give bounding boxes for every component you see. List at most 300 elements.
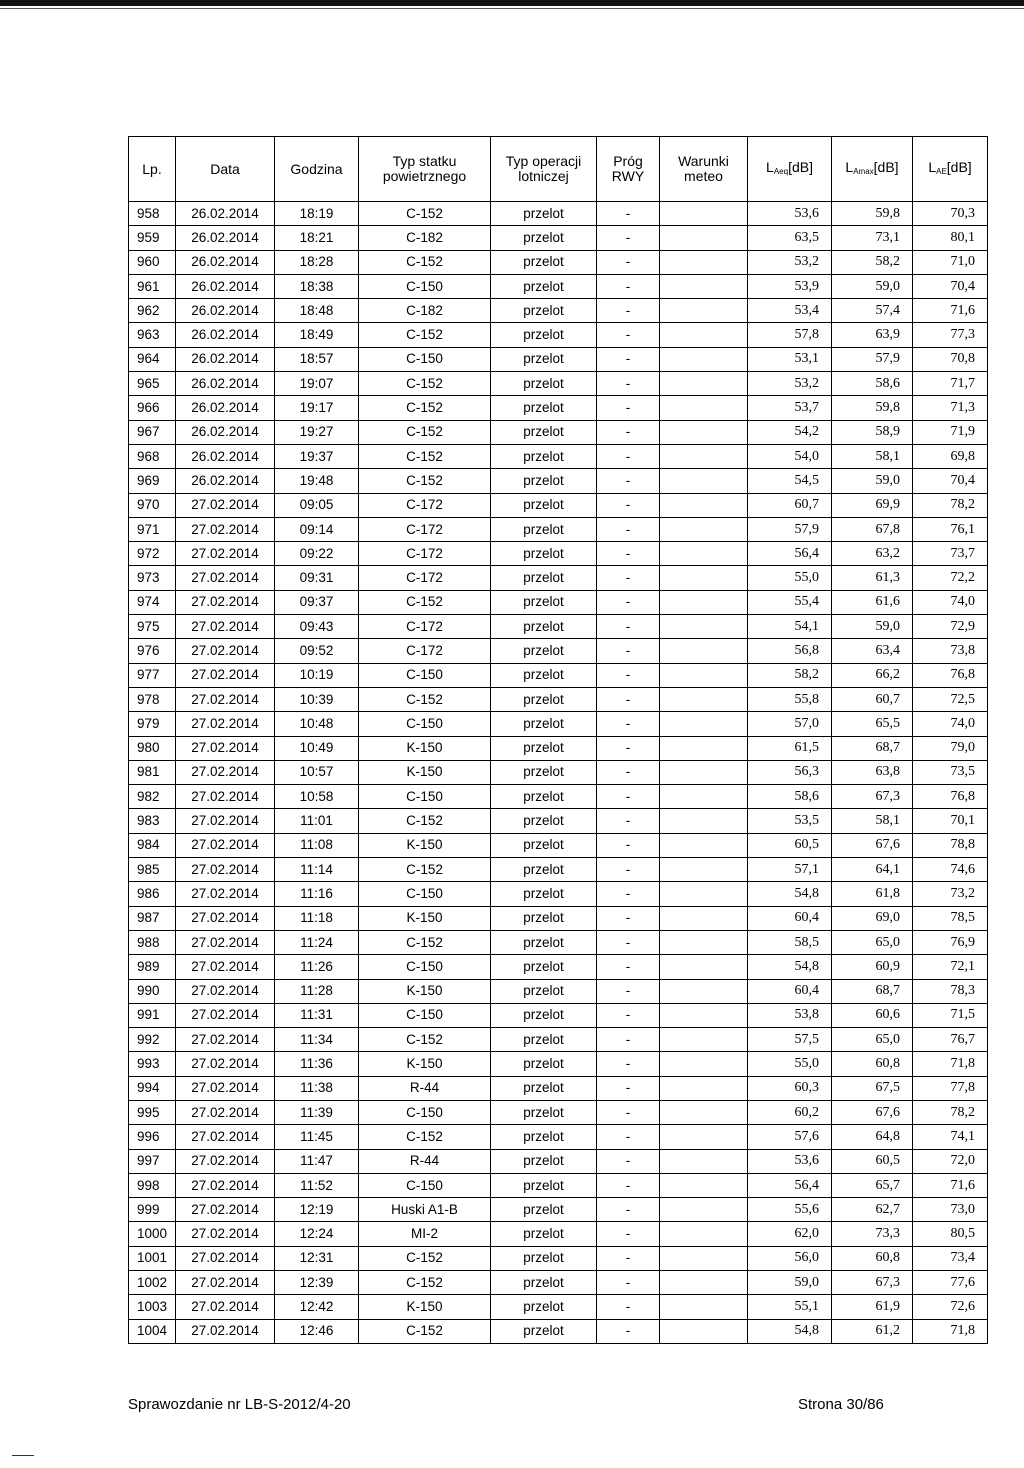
- cell-lp: 963: [129, 323, 176, 347]
- cell-warunki: [660, 226, 748, 250]
- cell-warunki: [660, 930, 748, 954]
- cell-lamax: 67,8: [832, 517, 913, 541]
- cell-lae: 77,6: [913, 1271, 988, 1295]
- cell-godzina: 11:47: [275, 1149, 359, 1173]
- cell-data: 27.02.2014: [176, 1028, 275, 1052]
- cell-prog: -: [597, 493, 660, 517]
- cell-warunki: [660, 1100, 748, 1124]
- cell-typ-operacji: przelot: [491, 299, 597, 323]
- cell-lamax: 60,7: [832, 687, 913, 711]
- cell-typ-statku: C-150: [359, 1003, 491, 1027]
- cell-data: 27.02.2014: [176, 1271, 275, 1295]
- cell-lp: 962: [129, 299, 176, 323]
- cell-laeq: 57,1: [748, 858, 832, 882]
- cell-godzina: 09:31: [275, 566, 359, 590]
- cell-lae: 80,1: [913, 226, 988, 250]
- cell-godzina: 18:38: [275, 274, 359, 298]
- cell-prog: -: [597, 1028, 660, 1052]
- cell-data: 26.02.2014: [176, 396, 275, 420]
- cell-data: 26.02.2014: [176, 323, 275, 347]
- cell-lp: 971: [129, 517, 176, 541]
- cell-laeq: 53,6: [748, 202, 832, 226]
- cell-typ-operacji: przelot: [491, 542, 597, 566]
- cell-prog: -: [597, 1319, 660, 1343]
- cell-typ-operacji: przelot: [491, 274, 597, 298]
- cell-typ-statku: K-150: [359, 906, 491, 930]
- cell-prog: -: [597, 979, 660, 1003]
- cell-warunki: [660, 1319, 748, 1343]
- cell-typ-operacji: przelot: [491, 1271, 597, 1295]
- top-border-line: [0, 0, 1024, 6]
- cell-godzina: 12:19: [275, 1198, 359, 1222]
- cell-typ-statku: C-150: [359, 663, 491, 687]
- cell-data: 27.02.2014: [176, 736, 275, 760]
- cell-prog: -: [597, 882, 660, 906]
- cell-prog: -: [597, 955, 660, 979]
- cell-typ-statku: C-172: [359, 542, 491, 566]
- cell-prog: -: [597, 1222, 660, 1246]
- cell-lae: 76,8: [913, 663, 988, 687]
- cell-lae: 74,1: [913, 1125, 988, 1149]
- cell-typ-statku: C-150: [359, 274, 491, 298]
- cell-godzina: 11:01: [275, 809, 359, 833]
- header-lamax-letter: L: [845, 158, 854, 175]
- cell-godzina: 18:49: [275, 323, 359, 347]
- cell-lp: 983: [129, 809, 176, 833]
- cell-typ-statku: K-150: [359, 1052, 491, 1076]
- cell-lae: 71,3: [913, 396, 988, 420]
- cell-data: 26.02.2014: [176, 299, 275, 323]
- cell-typ-statku: K-150: [359, 833, 491, 857]
- cell-warunki: [660, 444, 748, 468]
- cell-typ-statku: C-152: [359, 1319, 491, 1343]
- cell-lp: 1001: [129, 1246, 176, 1270]
- cell-lamax: 65,0: [832, 1028, 913, 1052]
- cell-data: 27.02.2014: [176, 809, 275, 833]
- cell-data: 27.02.2014: [176, 590, 275, 614]
- cell-typ-statku: C-150: [359, 785, 491, 809]
- cell-prog: -: [597, 1052, 660, 1076]
- cell-prog: -: [597, 469, 660, 493]
- cell-lp: 960: [129, 250, 176, 274]
- cell-lp: 994: [129, 1076, 176, 1100]
- cell-data: 27.02.2014: [176, 639, 275, 663]
- cell-prog: -: [597, 1198, 660, 1222]
- cell-typ-statku: C-150: [359, 882, 491, 906]
- header-lae: [913, 137, 988, 202]
- cell-data: 26.02.2014: [176, 250, 275, 274]
- cell-lae: 76,9: [913, 930, 988, 954]
- cell-lae: 74,0: [913, 712, 988, 736]
- cell-data: 27.02.2014: [176, 1149, 275, 1173]
- cell-typ-statku: K-150: [359, 979, 491, 1003]
- cell-typ-operacji: przelot: [491, 906, 597, 930]
- cell-godzina: 11:28: [275, 979, 359, 1003]
- cell-lamax: 59,0: [832, 615, 913, 639]
- cell-data: 27.02.2014: [176, 858, 275, 882]
- cell-lp: 986: [129, 882, 176, 906]
- header-data: Data: [176, 137, 275, 202]
- cell-lamax: 62,7: [832, 1198, 913, 1222]
- cell-lamax: 67,6: [832, 1100, 913, 1124]
- cell-lae: 72,9: [913, 615, 988, 639]
- cell-lp: 984: [129, 833, 176, 857]
- cell-warunki: [660, 396, 748, 420]
- cell-lp: 1003: [129, 1295, 176, 1319]
- cell-warunki: [660, 1198, 748, 1222]
- cell-data: 27.02.2014: [176, 1319, 275, 1343]
- cell-typ-operacji: przelot: [491, 809, 597, 833]
- cell-lp: 988: [129, 930, 176, 954]
- table-row: [129, 1028, 988, 1052]
- cell-data: 27.02.2014: [176, 833, 275, 857]
- cell-lp: 967: [129, 420, 176, 444]
- cell-typ-statku: C-182: [359, 226, 491, 250]
- cell-typ-operacji: przelot: [491, 1246, 597, 1270]
- header-godzina: Godzina: [275, 137, 359, 202]
- cell-typ-operacji: przelot: [491, 1028, 597, 1052]
- cell-laeq: 62,0: [748, 1222, 832, 1246]
- cell-laeq: 56,4: [748, 542, 832, 566]
- cell-lamax: 60,6: [832, 1003, 913, 1027]
- cell-lae: 78,2: [913, 1100, 988, 1124]
- cell-lae: 70,8: [913, 347, 988, 371]
- cell-godzina: 09:52: [275, 639, 359, 663]
- cell-lae: 70,3: [913, 202, 988, 226]
- cell-laeq: 54,8: [748, 1319, 832, 1343]
- cell-lamax: 64,8: [832, 1125, 913, 1149]
- cell-lamax: 68,7: [832, 736, 913, 760]
- cell-data: 26.02.2014: [176, 372, 275, 396]
- cell-lp: 985: [129, 858, 176, 882]
- cell-lp: 993: [129, 1052, 176, 1076]
- table-row: [129, 1076, 988, 1100]
- cell-lp: 972: [129, 542, 176, 566]
- cell-typ-operacji: przelot: [491, 250, 597, 274]
- cell-godzina: 11:16: [275, 882, 359, 906]
- cell-lae: 73,4: [913, 1246, 988, 1270]
- table-row: [129, 493, 988, 517]
- cell-godzina: 10:19: [275, 663, 359, 687]
- cell-lae: 70,4: [913, 469, 988, 493]
- cell-typ-operacji: przelot: [491, 760, 597, 784]
- cell-godzina: 09:22: [275, 542, 359, 566]
- cell-typ-statku: C-150: [359, 1173, 491, 1197]
- table-row: [129, 1052, 988, 1076]
- cell-prog: -: [597, 760, 660, 784]
- cell-prog: -: [597, 542, 660, 566]
- cell-godzina: 10:57: [275, 760, 359, 784]
- cell-prog: -: [597, 1246, 660, 1270]
- cell-prog: -: [597, 590, 660, 614]
- cell-lamax: 58,1: [832, 444, 913, 468]
- table-row: [129, 712, 988, 736]
- cell-lamax: 69,0: [832, 906, 913, 930]
- cell-lp: 965: [129, 372, 176, 396]
- cell-warunki: [660, 420, 748, 444]
- cell-lamax: 73,3: [832, 1222, 913, 1246]
- cell-lae: 69,8: [913, 444, 988, 468]
- cell-godzina: 10:39: [275, 687, 359, 711]
- cell-laeq: 54,0: [748, 444, 832, 468]
- cell-typ-statku: C-152: [359, 1271, 491, 1295]
- cell-lp: 969: [129, 469, 176, 493]
- cell-lamax: 65,0: [832, 930, 913, 954]
- header-lamax-unit: [dB]: [873, 158, 899, 175]
- cell-lp: 980: [129, 736, 176, 760]
- cell-prog: -: [597, 1003, 660, 1027]
- cell-lae: 70,1: [913, 809, 988, 833]
- cell-data: 27.02.2014: [176, 566, 275, 590]
- cell-lp: 976: [129, 639, 176, 663]
- cell-typ-statku: C-172: [359, 566, 491, 590]
- cell-data: 27.02.2014: [176, 517, 275, 541]
- cell-warunki: [660, 493, 748, 517]
- cell-lae: 72,1: [913, 955, 988, 979]
- cell-lp: 958: [129, 202, 176, 226]
- cell-typ-statku: C-150: [359, 347, 491, 371]
- cell-godzina: 19:48: [275, 469, 359, 493]
- cell-lamax: 65,7: [832, 1173, 913, 1197]
- cell-typ-statku: K-150: [359, 736, 491, 760]
- cell-typ-operacji: przelot: [491, 979, 597, 1003]
- cell-lamax: 57,9: [832, 347, 913, 371]
- cell-typ-statku: C-172: [359, 517, 491, 541]
- cell-typ-statku: C-152: [359, 858, 491, 882]
- corner-mark: [12, 1455, 34, 1456]
- cell-laeq: 60,7: [748, 493, 832, 517]
- cell-lamax: 63,8: [832, 760, 913, 784]
- cell-data: 27.02.2014: [176, 712, 275, 736]
- cell-warunki: [660, 736, 748, 760]
- table-row: [129, 542, 988, 566]
- cell-typ-statku: C-152: [359, 590, 491, 614]
- cell-lamax: 73,1: [832, 226, 913, 250]
- cell-laeq: 55,0: [748, 1052, 832, 1076]
- cell-laeq: 53,2: [748, 372, 832, 396]
- report-number: Sprawozdanie nr LB-S-2012/4-20: [128, 1396, 351, 1413]
- cell-typ-statku: C-152: [359, 469, 491, 493]
- cell-data: 27.02.2014: [176, 882, 275, 906]
- cell-godzina: 12:42: [275, 1295, 359, 1319]
- cell-lae: 73,8: [913, 639, 988, 663]
- table-row: [129, 833, 988, 857]
- cell-typ-statku: C-152: [359, 420, 491, 444]
- cell-lamax: 67,6: [832, 833, 913, 857]
- cell-lamax: 59,8: [832, 396, 913, 420]
- cell-laeq: 60,3: [748, 1076, 832, 1100]
- header-laeq-letter: L: [766, 158, 774, 175]
- cell-typ-operacji: przelot: [491, 712, 597, 736]
- cell-typ-operacji: przelot: [491, 1003, 597, 1027]
- cell-lamax: 60,8: [832, 1246, 913, 1270]
- cell-lamax: 57,4: [832, 299, 913, 323]
- cell-godzina: 11:38: [275, 1076, 359, 1100]
- cell-lamax: 67,3: [832, 785, 913, 809]
- table-row: [129, 299, 988, 323]
- cell-data: 26.02.2014: [176, 226, 275, 250]
- cell-data: 27.02.2014: [176, 1295, 275, 1319]
- cell-typ-statku: C-182: [359, 299, 491, 323]
- cell-godzina: 12:24: [275, 1222, 359, 1246]
- cell-laeq: 54,8: [748, 955, 832, 979]
- table-row: [129, 1003, 988, 1027]
- cell-lae: 76,1: [913, 517, 988, 541]
- cell-godzina: 11:39: [275, 1100, 359, 1124]
- cell-typ-operacji: przelot: [491, 1125, 597, 1149]
- cell-lamax: 58,2: [832, 250, 913, 274]
- table-row: [129, 566, 988, 590]
- cell-lae: 76,7: [913, 1028, 988, 1052]
- header-lamax-sub: Amax: [853, 166, 874, 176]
- cell-typ-operacji: przelot: [491, 517, 597, 541]
- header-prog-rwy: Próg RWY: [597, 137, 660, 202]
- header-lae-sub: AE: [936, 166, 947, 176]
- cell-godzina: 18:19: [275, 202, 359, 226]
- cell-godzina: 19:07: [275, 372, 359, 396]
- table-row: [129, 785, 988, 809]
- cell-warunki: [660, 639, 748, 663]
- cell-lamax: 63,4: [832, 639, 913, 663]
- cell-laeq: 60,5: [748, 833, 832, 857]
- cell-data: 26.02.2014: [176, 347, 275, 371]
- cell-prog: -: [597, 930, 660, 954]
- header-warunki-meteo: Warunki meteo: [660, 137, 748, 202]
- cell-prog: -: [597, 347, 660, 371]
- cell-typ-operacji: przelot: [491, 1076, 597, 1100]
- cell-warunki: [660, 202, 748, 226]
- cell-lamax: 67,5: [832, 1076, 913, 1100]
- cell-laeq: 58,2: [748, 663, 832, 687]
- cell-laeq: 54,8: [748, 882, 832, 906]
- cell-godzina: 11:45: [275, 1125, 359, 1149]
- cell-laeq: 54,5: [748, 469, 832, 493]
- cell-warunki: [660, 1052, 748, 1076]
- cell-typ-statku: R-44: [359, 1076, 491, 1100]
- cell-laeq: 57,0: [748, 712, 832, 736]
- cell-data: 26.02.2014: [176, 274, 275, 298]
- table-row: [129, 420, 988, 444]
- top-border-thin-line: [0, 8, 1024, 9]
- cell-godzina: 11:18: [275, 906, 359, 930]
- cell-typ-operacji: przelot: [491, 202, 597, 226]
- cell-warunki: [660, 1003, 748, 1027]
- cell-typ-statku: MI-2: [359, 1222, 491, 1246]
- cell-data: 27.02.2014: [176, 1003, 275, 1027]
- cell-warunki: [660, 347, 748, 371]
- cell-typ-statku: C-172: [359, 493, 491, 517]
- cell-warunki: [660, 1295, 748, 1319]
- cell-lamax: 59,0: [832, 274, 913, 298]
- cell-typ-statku: K-150: [359, 760, 491, 784]
- cell-warunki: [660, 566, 748, 590]
- table-body: [129, 202, 988, 1344]
- cell-typ-statku: C-150: [359, 955, 491, 979]
- cell-laeq: 53,2: [748, 250, 832, 274]
- cell-godzina: 11:08: [275, 833, 359, 857]
- cell-lp: 975: [129, 615, 176, 639]
- cell-lamax: 58,1: [832, 809, 913, 833]
- cell-warunki: [660, 979, 748, 1003]
- cell-prog: -: [597, 785, 660, 809]
- cell-lamax: 64,1: [832, 858, 913, 882]
- cell-lp: 959: [129, 226, 176, 250]
- cell-laeq: 53,8: [748, 1003, 832, 1027]
- cell-data: 27.02.2014: [176, 979, 275, 1003]
- cell-prog: -: [597, 1295, 660, 1319]
- table-row: [129, 1246, 988, 1270]
- table-row: [129, 858, 988, 882]
- cell-laeq: 55,4: [748, 590, 832, 614]
- table-header-row: [129, 137, 988, 202]
- cell-data: 26.02.2014: [176, 420, 275, 444]
- cell-data: 26.02.2014: [176, 444, 275, 468]
- header-laeq: [748, 137, 832, 202]
- cell-prog: -: [597, 906, 660, 930]
- cell-lamax: 60,9: [832, 955, 913, 979]
- cell-lae: 71,9: [913, 420, 988, 444]
- cell-lae: 71,7: [913, 372, 988, 396]
- cell-lp: 970: [129, 493, 176, 517]
- cell-lae: 74,6: [913, 858, 988, 882]
- cell-typ-statku: K-150: [359, 1295, 491, 1319]
- cell-typ-operacji: przelot: [491, 590, 597, 614]
- cell-data: 27.02.2014: [176, 1198, 275, 1222]
- cell-prog: -: [597, 1149, 660, 1173]
- cell-laeq: 53,5: [748, 809, 832, 833]
- cell-typ-operacji: przelot: [491, 663, 597, 687]
- cell-typ-operacji: przelot: [491, 396, 597, 420]
- cell-typ-statku: C-152: [359, 1125, 491, 1149]
- cell-lp: 997: [129, 1149, 176, 1173]
- table-row: [129, 930, 988, 954]
- table-row: [129, 1100, 988, 1124]
- cell-godzina: 11:14: [275, 858, 359, 882]
- cell-lae: 71,8: [913, 1319, 988, 1343]
- table-row: [129, 469, 988, 493]
- cell-prog: -: [597, 517, 660, 541]
- cell-godzina: 19:37: [275, 444, 359, 468]
- cell-typ-operacji: przelot: [491, 858, 597, 882]
- table-row: [129, 1198, 988, 1222]
- cell-typ-statku: C-172: [359, 615, 491, 639]
- cell-lp: 979: [129, 712, 176, 736]
- cell-lp: 1002: [129, 1271, 176, 1295]
- header-lamax: [832, 137, 913, 202]
- cell-lae: 72,6: [913, 1295, 988, 1319]
- cell-godzina: 19:17: [275, 396, 359, 420]
- cell-prog: -: [597, 736, 660, 760]
- cell-warunki: [660, 1028, 748, 1052]
- cell-godzina: 11:26: [275, 955, 359, 979]
- cell-data: 26.02.2014: [176, 469, 275, 493]
- cell-lae: 77,8: [913, 1076, 988, 1100]
- table-row: [129, 1149, 988, 1173]
- cell-prog: -: [597, 687, 660, 711]
- cell-data: 27.02.2014: [176, 663, 275, 687]
- cell-typ-operacji: przelot: [491, 1198, 597, 1222]
- cell-laeq: 57,8: [748, 323, 832, 347]
- cell-typ-operacji: przelot: [491, 785, 597, 809]
- cell-laeq: 57,6: [748, 1125, 832, 1149]
- table-row: [129, 250, 988, 274]
- cell-laeq: 56,8: [748, 639, 832, 663]
- cell-lp: 992: [129, 1028, 176, 1052]
- cell-lamax: 61,2: [832, 1319, 913, 1343]
- cell-typ-operacji: przelot: [491, 226, 597, 250]
- cell-typ-operacji: przelot: [491, 1100, 597, 1124]
- cell-typ-operacji: przelot: [491, 1319, 597, 1343]
